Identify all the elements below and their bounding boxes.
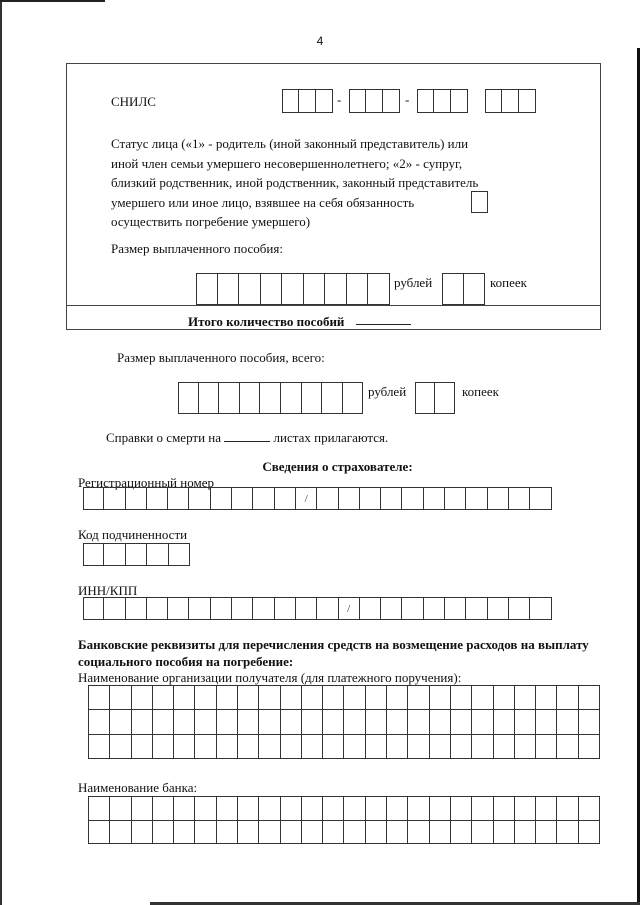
- grid-cell[interactable]: [302, 686, 323, 710]
- grid-cell[interactable]: [174, 710, 195, 734]
- snils-cell[interactable]: [417, 89, 434, 113]
- status-line: близкий родственник, иной родственник, законный представитель: [111, 175, 479, 190]
- grid-cell[interactable]: [387, 710, 408, 734]
- char-cell[interactable]: [360, 597, 381, 620]
- char-cell[interactable]: [189, 597, 210, 620]
- grid-cell[interactable]: [238, 797, 259, 821]
- grid-cell[interactable]: [238, 735, 259, 759]
- char-cell[interactable]: [147, 597, 168, 620]
- rubles-cell[interactable]: [196, 273, 218, 305]
- kopecks-cell[interactable]: [442, 273, 464, 305]
- char-cell[interactable]: [339, 487, 360, 510]
- recipient-org-label: Наименование организации получателя (для платежного поручения):: [78, 670, 462, 685]
- grid-cell[interactable]: [366, 797, 387, 821]
- snils-group-3[interactable]: [417, 89, 468, 113]
- snils-cell[interactable]: [485, 89, 502, 113]
- status-line: осуществить погребение умершего): [111, 214, 311, 229]
- subordination-code-field[interactable]: [83, 543, 190, 566]
- status-line: умершего или иное лицо, взявшее на себя обязанность: [111, 194, 415, 210]
- grid-cell[interactable]: [494, 710, 515, 734]
- benefit-total-rubles-field[interactable]: [178, 382, 363, 414]
- grid-cell[interactable]: [259, 710, 280, 734]
- snils-cell[interactable]: [519, 89, 536, 113]
- grid-cell[interactable]: [110, 686, 131, 710]
- char-cell[interactable]: [402, 487, 423, 510]
- char-cell[interactable]: [232, 597, 253, 620]
- char-cell[interactable]: [168, 487, 189, 510]
- benefit-rubles-field[interactable]: [196, 273, 390, 305]
- grid-cell[interactable]: [344, 735, 365, 759]
- kopecks-label: копеек: [462, 384, 499, 399]
- grid-cell[interactable]: [132, 735, 153, 759]
- reg-number-field[interactable]: [83, 487, 552, 510]
- snils-cell[interactable]: [502, 89, 519, 113]
- grid-cell[interactable]: [302, 797, 323, 821]
- benefit-total-kopecks-field[interactable]: [415, 382, 455, 414]
- grid-cell[interactable]: [89, 735, 110, 759]
- frame-separator: [66, 305, 601, 306]
- rubles-cell[interactable]: [178, 382, 199, 414]
- grid-cell[interactable]: [366, 735, 387, 759]
- char-cell[interactable]: [360, 487, 381, 510]
- snils-group-1[interactable]: [282, 89, 333, 113]
- grid-cell[interactable]: [153, 735, 174, 759]
- snils-dash: -: [405, 92, 410, 107]
- grid-cell[interactable]: [281, 797, 302, 821]
- rubles-cell[interactable]: [260, 382, 281, 414]
- grid-cell[interactable]: [89, 710, 110, 734]
- grid-cell[interactable]: [515, 735, 536, 759]
- grid-cell[interactable]: [132, 710, 153, 734]
- bank-heading-line-2: социального пособия на погребение:: [78, 654, 294, 669]
- grid-cell[interactable]: [366, 686, 387, 710]
- grid-cell[interactable]: [515, 686, 536, 710]
- char-cell[interactable]: [104, 543, 125, 566]
- grid-cell[interactable]: [195, 686, 216, 710]
- grid-cell[interactable]: [430, 797, 451, 821]
- grid-cell[interactable]: [153, 821, 174, 845]
- grid-cell[interactable]: [323, 821, 344, 845]
- page-number: 4: [316, 34, 324, 48]
- grid-cell[interactable]: [323, 735, 344, 759]
- grid-cell[interactable]: [536, 735, 557, 759]
- char-cell[interactable]: [466, 487, 487, 510]
- grid-cell[interactable]: [302, 735, 323, 759]
- char-cell[interactable]: [424, 487, 445, 510]
- total-count-field[interactable]: [356, 312, 411, 325]
- grid-cell[interactable]: [579, 735, 600, 759]
- grid-cell[interactable]: [472, 821, 493, 845]
- grid-cell[interactable]: [557, 735, 578, 759]
- grid-cell[interactable]: [110, 821, 131, 845]
- grid-cell[interactable]: [89, 686, 110, 710]
- rubles-cell[interactable]: [261, 273, 283, 305]
- char-cell[interactable]: [424, 597, 445, 620]
- char-cell[interactable]: [275, 597, 296, 620]
- bank-name-label: Наименование банка:: [78, 780, 198, 795]
- grid-cell[interactable]: [557, 710, 578, 734]
- grid-cell[interactable]: [366, 821, 387, 845]
- grid-cell[interactable]: [579, 797, 600, 821]
- inn-kpp-field[interactable]: [83, 597, 552, 620]
- grid-cell[interactable]: [110, 710, 131, 734]
- grid-cell[interactable]: [259, 797, 280, 821]
- grid-cell[interactable]: [515, 821, 536, 845]
- grid-cell[interactable]: [174, 686, 195, 710]
- grid-cell[interactable]: [174, 735, 195, 759]
- death-certificates-suffix: листах прилагаются.: [273, 430, 389, 445]
- grid-cell[interactable]: [494, 735, 515, 759]
- grid-cell[interactable]: [323, 686, 344, 710]
- rubles-cell[interactable]: [304, 273, 326, 305]
- grid-cell[interactable]: [195, 821, 216, 845]
- grid-cell[interactable]: [195, 735, 216, 759]
- grid-cell[interactable]: [217, 797, 238, 821]
- grid-cell[interactable]: [344, 821, 365, 845]
- char-cell[interactable]: [253, 597, 274, 620]
- grid-cell[interactable]: [281, 821, 302, 845]
- char-cell[interactable]: [147, 543, 168, 566]
- grid-cell[interactable]: [344, 797, 365, 821]
- grid-cell[interactable]: [472, 686, 493, 710]
- rubles-label: рублей: [368, 384, 407, 399]
- char-cell[interactable]: [169, 543, 190, 566]
- rubles-cell[interactable]: [219, 382, 240, 414]
- kopecks-cell[interactable]: [464, 273, 486, 305]
- grid-cell[interactable]: [430, 735, 451, 759]
- grid-cell[interactable]: [536, 821, 557, 845]
- snils-dash: -: [337, 92, 342, 107]
- bank-name-grid[interactable]: [88, 796, 600, 844]
- char-cell[interactable]: [445, 597, 466, 620]
- grid-cell[interactable]: [494, 821, 515, 845]
- rubles-cell[interactable]: [281, 382, 302, 414]
- benefit-total-label: Размер выплаченного пособия, всего:: [117, 350, 325, 365]
- snils-cell[interactable]: [349, 89, 366, 113]
- grid-cell[interactable]: [579, 686, 600, 710]
- rubles-cell[interactable]: [347, 273, 369, 305]
- char-cell[interactable]: [317, 597, 338, 620]
- snils-group-4[interactable]: [485, 89, 536, 113]
- rubles-cell[interactable]: [325, 273, 347, 305]
- grid-cell[interactable]: [238, 821, 259, 845]
- reg-number-label: Регистрационный номер: [78, 475, 214, 490]
- grid-cell[interactable]: [451, 710, 472, 734]
- grid-cell[interactable]: [238, 710, 259, 734]
- rubles-label: рублей: [394, 275, 433, 290]
- grid-cell[interactable]: [557, 686, 578, 710]
- grid-cell[interactable]: [281, 686, 302, 710]
- char-cell[interactable]: [211, 487, 232, 510]
- grid-cell[interactable]: [132, 821, 153, 845]
- grid-cell[interactable]: [430, 710, 451, 734]
- grid-cell[interactable]: [408, 710, 429, 734]
- char-cell[interactable]: [83, 487, 104, 510]
- grid-cell[interactable]: [259, 735, 280, 759]
- snils-group-2[interactable]: [349, 89, 400, 113]
- grid-cell[interactable]: [579, 821, 600, 845]
- bank-heading-line-1: Банковские реквизиты для перечисления средств на возмещение расходов на выплату: [78, 637, 589, 652]
- snils-cell[interactable]: [434, 89, 451, 113]
- grid-cell[interactable]: [579, 710, 600, 734]
- grid-cell[interactable]: [387, 686, 408, 710]
- snils-cell[interactable]: [282, 89, 299, 113]
- grid-cell[interactable]: [387, 797, 408, 821]
- char-cell[interactable]: [126, 487, 147, 510]
- char-cell[interactable]: [126, 597, 147, 620]
- grid-cell[interactable]: [536, 710, 557, 734]
- char-cell[interactable]: [509, 487, 530, 510]
- char-cell[interactable]: [530, 487, 551, 510]
- grid-cell[interactable]: [515, 797, 536, 821]
- grid-cell[interactable]: [494, 686, 515, 710]
- grid-cell[interactable]: [472, 735, 493, 759]
- char-cell[interactable]: [83, 543, 104, 566]
- rubles-cell[interactable]: [239, 273, 261, 305]
- grid-cell[interactable]: [387, 735, 408, 759]
- grid-cell[interactable]: [281, 735, 302, 759]
- snils-cell[interactable]: [299, 89, 316, 113]
- grid-cell[interactable]: [472, 797, 493, 821]
- grid-cell[interactable]: [536, 797, 557, 821]
- grid-cell[interactable]: [494, 797, 515, 821]
- char-cell[interactable]: [509, 597, 530, 620]
- subordination-code-label: Код подчиненности: [78, 527, 188, 542]
- char-cell[interactable]: /: [296, 487, 317, 510]
- status-line: Статус лица («1» - родитель (иной законный представитель) или: [111, 136, 469, 151]
- char-cell[interactable]: /: [339, 597, 360, 620]
- char-cell[interactable]: [232, 487, 253, 510]
- grid-cell[interactable]: [408, 821, 429, 845]
- char-cell[interactable]: [126, 543, 147, 566]
- char-cell[interactable]: [104, 487, 125, 510]
- grid-cell[interactable]: [408, 735, 429, 759]
- char-cell[interactable]: [402, 597, 423, 620]
- grid-cell[interactable]: [281, 710, 302, 734]
- inn-kpp-label: ИНН/КПП: [78, 583, 138, 598]
- char-cell[interactable]: [253, 487, 274, 510]
- grid-cell[interactable]: [153, 686, 174, 710]
- grid-cell[interactable]: [132, 686, 153, 710]
- char-cell[interactable]: [147, 487, 168, 510]
- grid-cell[interactable]: [557, 821, 578, 845]
- grid-cell[interactable]: [302, 710, 323, 734]
- char-cell[interactable]: [317, 487, 338, 510]
- grid-cell[interactable]: [217, 686, 238, 710]
- snils-cell[interactable]: [366, 89, 383, 113]
- grid-cell[interactable]: [323, 710, 344, 734]
- grid-cell[interactable]: [217, 821, 238, 845]
- grid-cell[interactable]: [195, 797, 216, 821]
- death-certificates-prefix: Справки о смерти на: [106, 430, 222, 445]
- grid-cell[interactable]: [408, 797, 429, 821]
- benefit-kopecks-field[interactable]: [442, 273, 485, 305]
- rubles-cell[interactable]: [282, 273, 304, 305]
- grid-cell[interactable]: [259, 686, 280, 710]
- char-cell[interactable]: [296, 597, 317, 620]
- char-cell[interactable]: [466, 597, 487, 620]
- grid-cell[interactable]: [174, 797, 195, 821]
- snils-cell[interactable]: [451, 89, 468, 113]
- recipient-org-grid[interactable]: [88, 685, 600, 759]
- grid-cell[interactable]: [132, 797, 153, 821]
- rubles-cell[interactable]: [240, 382, 261, 414]
- kopecks-cell[interactable]: [415, 382, 435, 414]
- snils-label: СНИЛС: [111, 94, 156, 109]
- grid-cell[interactable]: [217, 710, 238, 734]
- grid-cell[interactable]: [472, 710, 493, 734]
- char-cell[interactable]: [83, 597, 104, 620]
- char-cell[interactable]: [189, 487, 210, 510]
- rubles-cell[interactable]: [302, 382, 323, 414]
- kopecks-label: копеек: [490, 275, 527, 290]
- grid-cell[interactable]: [174, 821, 195, 845]
- grid-cell[interactable]: [110, 797, 131, 821]
- grid-cell[interactable]: [366, 710, 387, 734]
- grid-cell[interactable]: [408, 686, 429, 710]
- snils-cell[interactable]: [316, 89, 333, 113]
- grid-cell[interactable]: [153, 797, 174, 821]
- grid-cell[interactable]: [387, 821, 408, 845]
- kopecks-cell[interactable]: [435, 382, 455, 414]
- grid-cell[interactable]: [557, 797, 578, 821]
- grid-cell[interactable]: [430, 686, 451, 710]
- insurer-heading: Сведения о страхователе:: [262, 459, 413, 474]
- status-checkbox[interactable]: [471, 191, 488, 213]
- grid-cell[interactable]: [259, 821, 280, 845]
- grid-cell[interactable]: [515, 710, 536, 734]
- scan-edge-left: [0, 0, 2, 905]
- grid-cell[interactable]: [451, 797, 472, 821]
- grid-cell[interactable]: [89, 821, 110, 845]
- benefit-amount-label: Размер выплаченного пособия:: [111, 241, 283, 256]
- rubles-cell[interactable]: [368, 273, 390, 305]
- char-cell[interactable]: [445, 487, 466, 510]
- grid-cell[interactable]: [536, 686, 557, 710]
- rubles-cell[interactable]: [343, 382, 364, 414]
- rubles-cell[interactable]: [322, 382, 343, 414]
- grid-cell[interactable]: [451, 686, 472, 710]
- death-certificates-sheets-field[interactable]: [224, 430, 270, 442]
- char-cell[interactable]: [168, 597, 189, 620]
- grid-cell[interactable]: [89, 797, 110, 821]
- scan-edge-top: [0, 0, 105, 2]
- char-cell[interactable]: [381, 597, 402, 620]
- grid-cell[interactable]: [302, 821, 323, 845]
- grid-cell[interactable]: [430, 821, 451, 845]
- grid-cell[interactable]: [110, 735, 131, 759]
- char-cell[interactable]: [488, 487, 509, 510]
- grid-cell[interactable]: [323, 797, 344, 821]
- grid-cell[interactable]: [217, 735, 238, 759]
- grid-cell[interactable]: [153, 710, 174, 734]
- death-certificates-line: [106, 429, 388, 446]
- char-cell[interactable]: [104, 597, 125, 620]
- grid-cell[interactable]: [344, 710, 365, 734]
- grid-cell[interactable]: [238, 686, 259, 710]
- status-line: иной член семьи умершего несовершеннолетнего; «2» - супруг,: [111, 155, 463, 171]
- char-cell[interactable]: [381, 487, 402, 510]
- char-cell[interactable]: [275, 487, 296, 510]
- grid-cell[interactable]: [451, 735, 472, 759]
- rubles-cell[interactable]: [199, 382, 220, 414]
- char-cell[interactable]: [530, 597, 551, 620]
- total-count-label: Итого количество пособий: [188, 314, 345, 329]
- grid-cell[interactable]: [195, 710, 216, 734]
- grid-cell[interactable]: [451, 821, 472, 845]
- snils-cell[interactable]: [383, 89, 400, 113]
- status-description: [111, 134, 478, 232]
- rubles-cell[interactable]: [218, 273, 240, 305]
- char-cell[interactable]: [211, 597, 232, 620]
- grid-cell[interactable]: [344, 686, 365, 710]
- char-cell[interactable]: [488, 597, 509, 620]
